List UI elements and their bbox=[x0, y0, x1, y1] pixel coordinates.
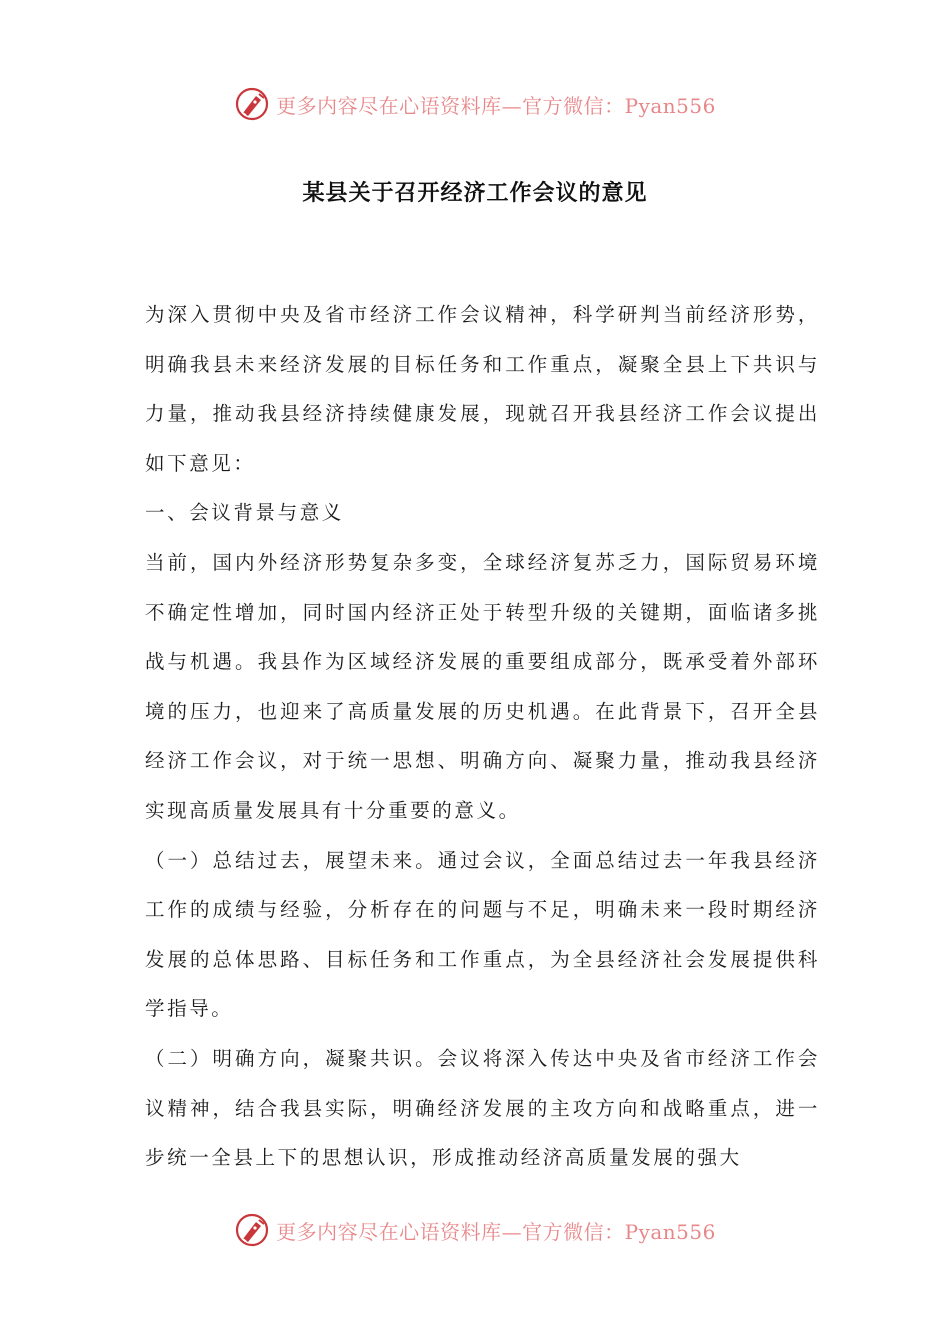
watermark-text: 更多内容尽在心语资料库—官方微信：Pyan556 bbox=[276, 93, 716, 118]
point-two-paragraph: （二）明确方向，凝聚共识。会议将深入传达中央及省市经济工作会议精神，结合我县实际，明确经济发展的主攻方向和战略重点，进一步统一全县上下的思想认识，形成推动经济高质量发展的强大 bbox=[145, 1046, 820, 1170]
document-body bbox=[145, 290, 820, 1183]
point-one-paragraph: （一）总结过去，展望未来。通过会议，全面总结过去一年我县经济工作的成绩与经验，分析存在的问题与不足，明确未来一段时期经济发展的总体思路、目标任务和工作重点，为全县经济社会发展提供科学指导。 bbox=[145, 848, 820, 1021]
watermark-banner-top bbox=[0, 84, 950, 124]
watermark-banner-bottom bbox=[0, 1210, 950, 1250]
document-title: 某县关于召开经济工作会议的意见 bbox=[302, 180, 648, 206]
section-heading: 一、会议背景与意义 bbox=[145, 501, 344, 525]
intro-paragraph: 为深入贯彻中央及省市经济工作会议精神，科学研判当前经济形势，明确我县未来经济发展的目标任务和工作重点，凝聚全县上下共识与力量，推动我县经济持续健康发展，现就召开我县经济工作会议提出如下意见： bbox=[145, 303, 820, 475]
pen-nib-logo-icon bbox=[234, 1212, 270, 1248]
background-paragraph: 当前，国内外经济形势复杂多变，全球经济复苏乏力，国际贸易环境不确定性增加，同时国内经济正处于转型升级的关键期，面临诸多挑战与机遇。我县作为区域经济发展的重要组成部分，既承受着外部环境的压力，也迎来了高质量发展的历史机遇。在此背景下，召开全县经济工作会议，对于统一思想、明确方向、凝聚力量，推动我县经济实现高质量发展具有十分重要的意义。 bbox=[145, 550, 820, 822]
pen-nib-logo-icon bbox=[234, 86, 270, 122]
watermark-text: 更多内容尽在心语资料库—官方微信：Pyan556 bbox=[276, 1219, 716, 1244]
